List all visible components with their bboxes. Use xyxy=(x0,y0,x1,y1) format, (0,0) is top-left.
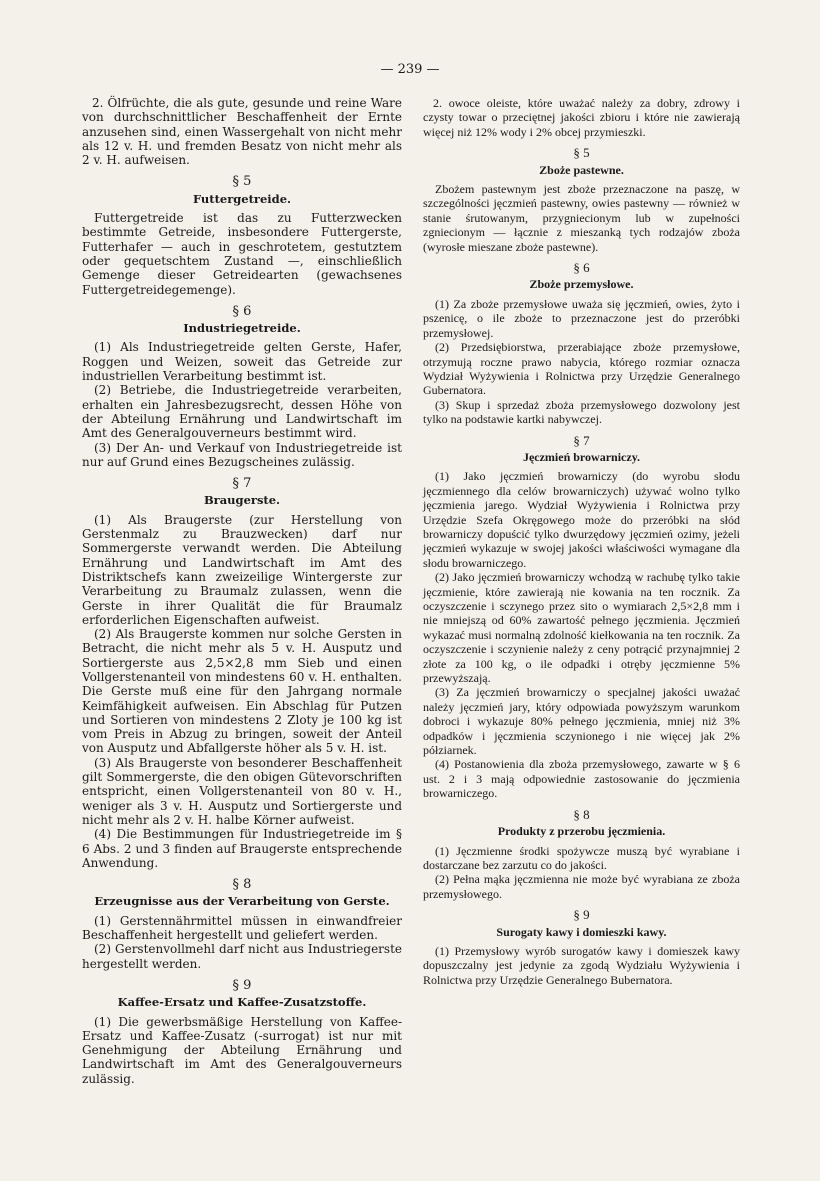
pl-section-9-number: § 9 xyxy=(573,907,590,923)
de-section-7-number: § 7 xyxy=(232,476,252,492)
de-section-6-title: Industriegetreide. xyxy=(183,321,301,336)
de-section-7-para-3: (3) Als Braugerste von besonderer Beschaffenheit gilt Sommergerste, die den obigen Gütevorschriften entspricht, einen Vollgerstenanteil von 80 v. H., weniger als 3 v. H. Ausputz und Sortiergerste und nicht mehr als 2 v. H. halbe Körner aufweist. xyxy=(82,755,402,827)
de-section-9-para-1: (1) Die gewerbsmäßige Herstellung von Kaffee-Ersatz und Kaffee-Zusatz (-surrogat) ist nur mit Genehmigung der Abteilung Ernährung und Landwirtschaft im Amt des Generalgouverneurs zulässig. xyxy=(82,1014,402,1086)
de-section-6-number: § 6 xyxy=(232,303,252,319)
de-section-7-para-1: (1) Als Braugerste (zur Herstellung von Gerstenmalz zu Brauzwecken) darf nur Sommergerste verwandt werden. Die Abteilung Ernährung und Landwirtschaft im Amt des Distriktschefs kann zweizeilige Wintergerste zur Verarbeitung zu Braumalz zulassen, wenn die Gerste in ihrer Qualität die für Braumalz erforderlichen Eigenschaften aufweist. xyxy=(82,512,402,627)
pl-section-5-number: § 5 xyxy=(573,145,590,161)
page-number: — 239 — xyxy=(380,62,440,77)
pl-item-2: 2. owoce oleiste, które uważać należy za dobry, zdrowy i czysty towar o przeciętnej jakości zbioru i które nie zawierają więcej niż 12% wody i 2% obcej przymieszki. xyxy=(423,96,740,139)
pl-section-5-para-1: Zbożem pastewnym jest zboże przeznaczone na paszę, w szczególności jęczmień pastewny, owies pastewny — również w stanie śrutowanym, przygniecionym lub w zupełności zgniecionym — łącznie z mieszanką tych rodzajów zboża (wyrosłe mieszane zboże pastewne). xyxy=(423,182,740,254)
de-section-5-number: § 5 xyxy=(232,174,252,190)
pl-section-7-para-3: (3) Za jęczmień browarniczy o specjalnej jakości uważać należy jęczmień jary, który odpowiada powyższym warunkom dobroci i wykazuje 80% pełnego jęczmienia, mniej niż 3% odpadków i jęczmienia sczynionego i nie więcej jak 2% półziarnek. xyxy=(423,685,740,758)
pl-section-8-title: Produkty z przerobu jęczmienia. xyxy=(497,824,666,839)
de-section-7-para-4: (4) Die Bestimmungen für Industriegetreide im § 6 Abs. 2 und 3 finden auf Braugerste entsprechende Anwendung. xyxy=(82,827,402,870)
pl-section-6-para-1: (1) Za zboże przemysłowe uważa się jęczmień, owies, żyto i pszenicę, o ile zboże to przeznaczone jest do przeróbki przemysłowej. xyxy=(423,296,740,340)
de-section-8-number: § 8 xyxy=(232,877,252,893)
pl-section-7-para-4: (4) Postanowienia dla zboża przemysłowego, zawarte w § 6 ust. 2 i 3 mają odpowiednie zastosowanie do jęczmienia browarniczego. xyxy=(423,757,740,801)
de-section-9-number: § 9 xyxy=(232,977,252,993)
de-section-8-para-2: (2) Gerstenvollmehl darf nicht aus Industriegerste hergestellt werden. xyxy=(82,942,402,971)
pl-section-7-para-1: (1) Jako jęczmień browarniczy (do wyrobu słodu jęczmiennego dla celów browarniczych) używać wolno tylko jęczmienia jarego. Wydział Wyżywienia i Rolnictwa przy Urzędzie Szefa Okręgowego może do przeróbki na słód browarniczy dopuścić tylko dwurzędowy jęczmień ozimy, jeżeli jęczmień wykazuje w swojej jakości właściwości wymagane dla słodu browarniczego. xyxy=(423,469,740,570)
de-section-5-para-1: Futtergetreide ist das zu Futterzwecken bestimmte Getreide, insbesondere Futtergerste, Futterhafer — auch in geschrotetem, gestutztem oder gequetschtem Zustand —, einschließlich Gemenge dieser Getreidearten (gewachsenes Futtergetreidegemenge). xyxy=(82,211,402,297)
pl-section-6-title: Zboże przemysłowe. xyxy=(529,277,634,292)
pl-section-7-para-2: (2) Jako jęczmień browarniczy wchodzą w rachubę tylko takie jęczmienie, które zawierają nie kowania na ten rocznik. Za oczyszczenie i sczynego przez sito o wymiarach 2,5×2,8 mm i nie mniejszą od 60% zawartość pełnego jęczmienia. Jęczmień wykazać musi normalną zdolność kiełkowania na ten rocznik. Za oczyszczenie i sczynienie należy z ceny potrącić przynajmniej 2 złote za 100 kg, o ile odpadki i otręby jęczmienne 5% przewyższają. xyxy=(423,570,740,686)
de-section-8-title: Erzeugnisse aus der Verarbeitung von Gerste. xyxy=(94,894,390,909)
german-column xyxy=(82,96,402,1086)
de-item-2: 2. Ölfrüchte, die als gute, gesunde und reine Ware von durchschnittlicher Beschaffenheit der Ernte anzusehen sind, einen Wassergehalt von nicht mehr als 12 v. H. und fremden Besatz von nicht mehr als 2 v. H. aufweisen. xyxy=(82,96,402,168)
de-section-7-para-2: (2) Als Braugerste kommen nur solche Gersten in Betracht, die nicht mehr als 5 v. H. Ausputz und Sortiergerste aus 2,5×2,8 mm Sieb und einen Vollgerstenanteil von mindestens 60 v. H. enthalten. Die Gerste muß eine für den Jahrgang normale Keimfähigkeit aufweisen. Ein Abschlag für Putzen und Sortieren von mindestens 2 Zloty je 100 kg ist vom Preis in Abzug zu bringen, soweit der Anteil von Ausputz und Abfallgerste höher als 5 v. H. ist. xyxy=(82,627,402,756)
pl-section-7-title: Jęczmień browarniczy. xyxy=(522,449,641,464)
pl-section-5-title: Zboże pastewne. xyxy=(539,162,624,177)
pl-section-6-number: § 6 xyxy=(573,260,590,276)
pl-section-8-para-2: (2) Pełna mąka jęczmienna nie może być wyrabiana ze zboża przemysłowego. xyxy=(423,872,740,901)
polish-column xyxy=(423,96,740,987)
de-section-9-title: Kaffee-Ersatz und Kaffee-Zusatzstoffe. xyxy=(117,995,367,1010)
pl-section-7-number: § 7 xyxy=(573,432,590,448)
de-section-8-para-1: (1) Gerstennährmittel müssen in einwandfreier Beschaffenheit hergestellt und geliefert werden. xyxy=(82,913,402,943)
pl-section-8-number: § 8 xyxy=(573,806,590,822)
de-section-6-para-1: (1) Als Industriegetreide gelten Gerste, Hafer, Roggen und Weizen, soweit das Getreide zur industriellen Verarbeitung bestimmt ist. xyxy=(82,340,402,384)
de-section-6-para-3: (3) Der An- und Verkauf von Industriegetreide ist nur auf Grund eines Bezugscheines zulässig. xyxy=(82,440,402,469)
pl-section-6-para-2: (2) Przedsiębiorstwa, przerabiające zboże przemysłowe, otrzymują roczne prawo nabycia, którego rozmiar oznacza Wydział Wyżywienia i Rolnictwa przy Urzędzie Generalnego Gubernatora. xyxy=(423,340,740,398)
de-section-5-title: Futtergetreide. xyxy=(192,191,292,206)
pl-section-9-para-1: (1) Przemysłowy wyrób surogatów kawy i domieszek kawy dopuszczalny jest jedynie za zgodą Wydziału Wyżywienia i Rolnictwa przy Urzędzie Generalnego Bubernatora. xyxy=(423,943,740,987)
pl-section-9-title: Surogaty kawy i domieszki kawy. xyxy=(496,924,667,939)
de-section-7-title: Braugerste. xyxy=(203,493,281,508)
de-section-6-para-2: (2) Betriebe, die Industriegetreide verarbeiten, erhalten ein Jahresbezugsrecht, dessen Höhe von der Abteilung Ernährung und Landwirtschaft im Amt des Generalgouverneurs bestimmt wird. xyxy=(82,383,402,441)
pl-section-8-para-1: (1) Jęczmienne środki spożywcze muszą być wyrabiane i dostarczane bez zarzutu co do jakości. xyxy=(423,843,740,872)
pl-section-6-para-3: (3) Skup i sprzedaż zboża przemysłowego dozwolony jest tylko na podstawie kartki nabywczej. xyxy=(423,397,740,427)
